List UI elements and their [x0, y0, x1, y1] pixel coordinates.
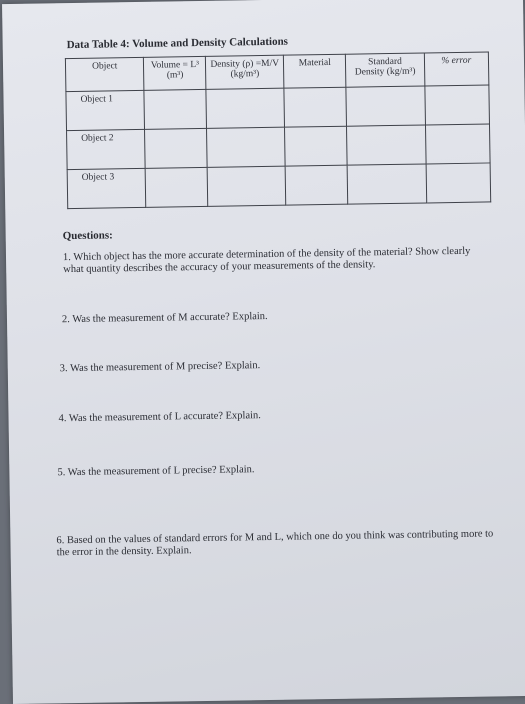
- questions-heading: Questions:: [62, 229, 113, 243]
- cell-volume[interactable]: [146, 167, 208, 207]
- cell-standard-density[interactable]: [347, 164, 426, 204]
- cell-density[interactable]: [206, 88, 284, 128]
- cell-density[interactable]: [207, 166, 285, 206]
- row-label-object-1: Object 1: [66, 90, 145, 130]
- cell-standard-density[interactable]: [347, 125, 426, 165]
- density-data-table: [65, 51, 491, 209]
- header-object: Object: [65, 57, 144, 91]
- header-density: Density (ρ) =M/V (kg/m³): [206, 55, 284, 89]
- header-percent-error: % error: [424, 52, 489, 86]
- cell-volume[interactable]: [145, 128, 207, 168]
- cell-material[interactable]: [285, 126, 348, 166]
- question-2: 2. Was the measurement of M accurate? Explain.: [61, 310, 268, 326]
- cell-percent-error[interactable]: [426, 163, 491, 203]
- worksheet-page: [2, 0, 525, 704]
- header-material: Material: [284, 54, 347, 88]
- question-6: 6. Based on the values of standard errors for M and L, which one do you think was contributing more to the error in the density. Explain.: [56, 528, 494, 559]
- question-5: 5. Was the measurement of L precise? Explain.: [57, 464, 255, 479]
- header-standard-density: Standard Density (kg/m³): [346, 53, 425, 87]
- row-label-object-2: Object 2: [67, 129, 146, 169]
- row-label-object-3: Object 3: [67, 168, 146, 208]
- cell-standard-density[interactable]: [346, 86, 425, 126]
- cell-percent-error[interactable]: [425, 124, 490, 164]
- table-row: [66, 85, 490, 131]
- question-3: 3. Was the measurement of M precise? Explain.: [59, 360, 261, 375]
- cell-density[interactable]: [207, 127, 285, 167]
- question-4: 4. Was the measurement of L accurate? Explain.: [58, 410, 261, 425]
- table-title: Data Table 4: Volume and Density Calculations: [66, 35, 289, 52]
- cell-material[interactable]: [284, 87, 347, 127]
- cell-material[interactable]: [285, 165, 348, 205]
- header-volume: Volume = L³ (m³): [144, 56, 206, 90]
- question-1: 1. Which object has the more accurate determination of the density of the material? Show clearly what quantity describes the accuracy of your measurements of the density.: [62, 245, 471, 276]
- cell-percent-error[interactable]: [425, 85, 490, 125]
- cell-volume[interactable]: [144, 89, 206, 129]
- table-row: [67, 163, 491, 209]
- table-row: [67, 124, 491, 170]
